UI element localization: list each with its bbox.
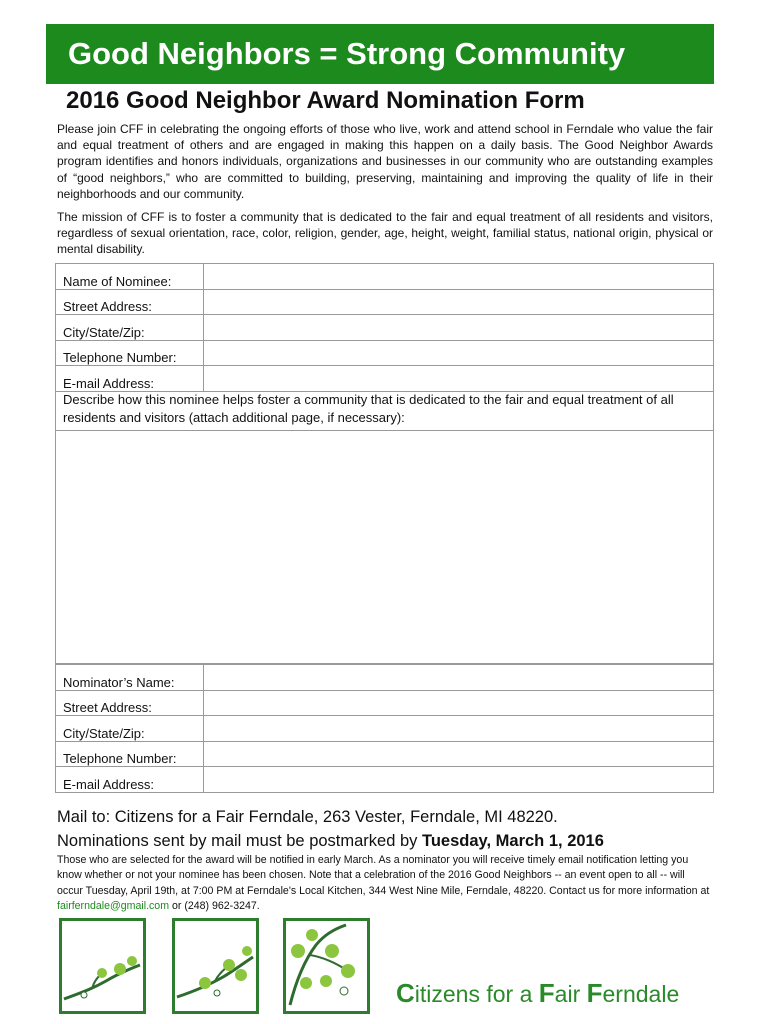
table-row (56, 741, 714, 767)
table-row (56, 340, 714, 366)
nominator-table (55, 664, 714, 793)
postmark-prefix: Nominations sent by mail must be postmarked by (57, 832, 422, 850)
logo-tile-1 (59, 918, 146, 1014)
form-title: 2016 Good Neighbor Award Nomination Form (66, 87, 585, 114)
nominator-email-label: E-mail Address: (56, 767, 204, 793)
org-name-part3: erndale (602, 981, 680, 1007)
nominee-phone-field[interactable] (204, 340, 714, 366)
logo-tile-2 (172, 918, 259, 1014)
branch-leaf-icon (62, 921, 143, 1011)
table-row (56, 264, 714, 290)
nominee-city-label: City/State/Zip: (56, 315, 204, 341)
nominator-street-field[interactable] (204, 690, 714, 716)
mail-address: Mail to: Citizens for a Fair Ferndale, 263 Vester, Ferndale, MI 48220. (57, 808, 558, 826)
nominee-street-field[interactable] (204, 289, 714, 315)
nominee-email-label: E-mail Address: (56, 366, 204, 392)
nominator-city-label: City/State/Zip: (56, 716, 204, 742)
mission-paragraph: The mission of CFF is to foster a community that is dedicated to the fair and equal treatment of all residents and visitors, regardless of sexual orientation, race, color, religion, gender, age, height, weight, familial status, national origin, physical or mental disability. (57, 210, 713, 257)
branch-leaf-icon (175, 921, 256, 1011)
table-row (56, 767, 714, 793)
nominee-name-field[interactable] (204, 264, 714, 290)
nominator-name-label: Nominator’s Name: (56, 665, 204, 691)
nominator-email-field[interactable] (204, 767, 714, 793)
nominator-name-field[interactable] (204, 665, 714, 691)
nominator-phone-label: Telephone Number: (56, 741, 204, 767)
intro-paragraph: Please join CFF in celebrating the ongoing efforts of those who live, work and attend school in Ferndale who value the fair and equal treatment of others and are engaged in making this happen on a daily basis. The Good Neighbor Awards program identifies and honors individuals, organizations and businesses in our community who are outstanding examples of “good neighbors,” who are committed to building, preserving, maintaining and improving the quality of life in their neighborhoods and our community. (57, 122, 713, 201)
postmark-date: Tuesday, March 1, 2016 (422, 832, 604, 850)
nominee-name-label: Name of Nominee: (56, 264, 204, 290)
postmark-line (57, 829, 604, 853)
nominator-phone-field[interactable] (204, 741, 714, 767)
org-name-part1: itizens for a (414, 981, 539, 1007)
notification-paragraph (57, 853, 713, 914)
logo-tile-3 (283, 918, 370, 1014)
org-name-part2: air (554, 981, 587, 1007)
describe-prompt: Describe how this nominee helps foster a community that is dedicated to the fair and equal treatment of all residents and visitors (attach additional page, if necessary): (56, 391, 713, 431)
table-row (56, 366, 714, 392)
nominee-street-label: Street Address: (56, 289, 204, 315)
org-initial-c: C (396, 978, 415, 1008)
table-row (56, 315, 714, 341)
header-banner (46, 24, 714, 84)
nominee-table (55, 263, 714, 392)
table-row (56, 289, 714, 315)
nominator-street-label: Street Address: (56, 690, 204, 716)
table-row (56, 690, 714, 716)
table-row (56, 716, 714, 742)
nominee-phone-label: Telephone Number: (56, 340, 204, 366)
contact-phone: or (248) 962-3247. (169, 899, 260, 912)
mail-instructions (57, 805, 604, 853)
nominee-city-field[interactable] (204, 315, 714, 341)
nominee-email-field[interactable] (204, 366, 714, 392)
branch-leaf-icon (286, 921, 367, 1011)
organization-logo-text (396, 978, 679, 1009)
org-initial-f2: F (586, 978, 603, 1008)
table-row (56, 665, 714, 691)
nominator-city-field[interactable] (204, 716, 714, 742)
contact-email-link[interactable]: fairferndale@gmail.com (57, 899, 170, 912)
org-initial-f1: F (538, 978, 555, 1008)
banner-title: Good Neighbors = Strong Community (68, 36, 626, 71)
describe-section[interactable] (55, 391, 714, 664)
notice-text: Those who are selected for the award will be notified in early March. As a nominator you will receive timely email notification letting you know whether or not your nominee has been chosen. Note that a celebration of the 2016 Good Neighbors -- an event open to all -- will occur Tuesday, April 19th, at 7:00 PM at Ferndale's Local Kitchen, 344 West Nine Mile, Ferndale, 48220. Contact us for more information at (57, 854, 710, 897)
